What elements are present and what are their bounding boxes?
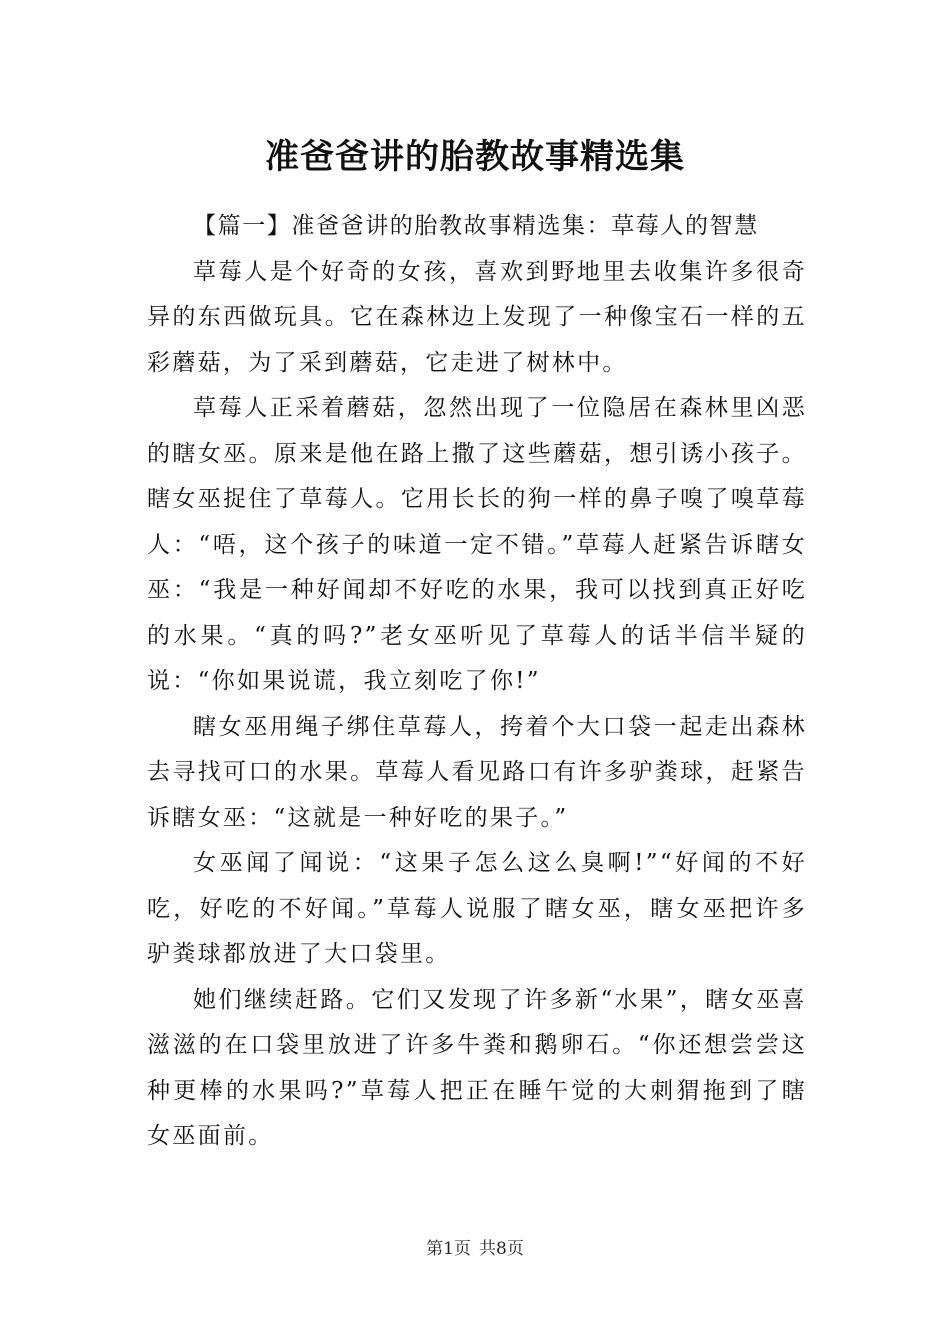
paragraph-3: 瞎女巫用绳子绑住草莓人，挎着个大口袋一起走出森林去寻找可口的水果。草莓人看见路口有许多驴粪球，赶紧告诉瞎女巫：“这就是一种好吃的果子。” [147, 713, 807, 831]
paragraph-5: 她们继续赶路。它们又发现了许多新“水果”，瞎女巫喜滋滋的在口袋里放进了许多牛粪和鹅卵石。“你还想尝尝这种更棒的水果吗?”草莓人把正在睡午觉的大刺猬拖到了瞎女巫面前。 [147, 986, 807, 1149]
paragraph-1: 草莓人是个好奇的女孩，喜欢到野地里去收集许多很奇异的东西做玩具。它在森林边上发现了一种像宝石一样的五彩蘑菇，为了采到蘑菇，它走进了树林中。 [147, 258, 807, 376]
page-footer [0, 1237, 950, 1261]
section-heading: 【篇一】准爸爸讲的胎教故事精选集：草莓人的智慧 [193, 213, 759, 239]
document-body [147, 204, 807, 1160]
paragraph-2: 草莓人正采着蘑菇，忽然出现了一位隐居在森林里凶恶的瞎女巫。原来是他在路上撒了这些蘑菇，想引诱小孩子。瞎女巫捉住了草莓人。它用长长的狗一样的鼻子嗅了嗅草莓人：“唔，这个孩子的味道一定不错。”草莓人赶紧告诉瞎女巫：“我是一种好闻却不好吃的水果，我可以找到真正好吃的水果。“真的吗?”老女巫听见了草莓人的话半信半疑的说：“你如果说谎，我立刻吃了你!” [147, 395, 807, 694]
page-total: 共8页 [479, 1239, 524, 1259]
document-title: 准爸爸讲的胎教故事精选集 [265, 137, 685, 177]
paragraph-4: 女巫闻了闻说：“这果子怎么这么臭啊!”“好闻的不好吃，好吃的不好闻。”草莓人说服了瞎女巫，瞎女巫把许多驴粪球都放进了大口袋里。 [147, 850, 807, 967]
page-number: 第1页 [426, 1239, 471, 1259]
